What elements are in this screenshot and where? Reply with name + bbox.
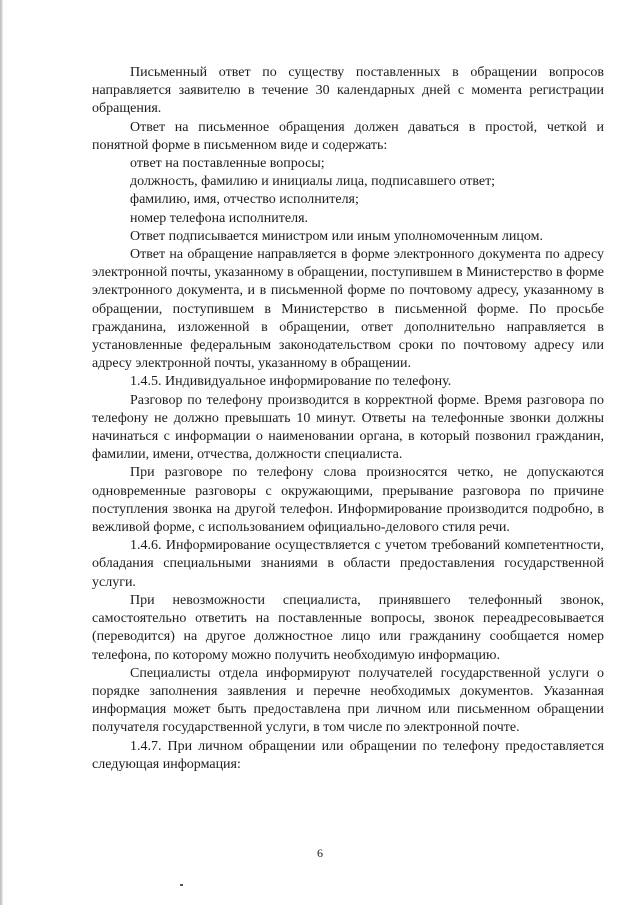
document-body <box>92 64 604 774</box>
scan-speck <box>180 884 183 886</box>
page-number: 6 <box>317 846 323 860</box>
paragraph: Ответ на письменное обращения должен даваться в простой, четкой и понятной форме в письменном виде и содержать: <box>92 119 604 153</box>
paragraph: 1.4.7. При личном обращении или обращении по телефону предоставляется следующая информация: <box>92 738 604 772</box>
scan-left-edge <box>0 0 3 905</box>
paragraph: Ответ подписывается министром или иным уполномоченным лицом. <box>130 228 543 244</box>
list-item: номер телефона исполнителя. <box>130 210 309 226</box>
paragraph: 1.4.6. Информирование осуществляется с учетом требований компетентности, обладания специальными знаниями в области предоставления государственной услуги. <box>92 538 604 590</box>
paragraph: Ответ на обращение направляется в форме электронного документа по адресу электронной почты, указанному в обращении, поступившем в Министерство в форме электронного документа, и в письменной форме по почтовому адресу, указанному в обращении, поступившем в Министерство в письменной форме. По просьбе гражданина, изложенной в обращении, ответ дополнительно направляется в установленные федеральным законодательством сроки по почтовому адресу или адресу электронной почты, указанному в обращении. <box>92 247 604 372</box>
paragraph: При разговоре по телефону слова произносятся четко, не допускаются одновременные разговоры с окружающими, прерывание разговора по причине поступления звонка на другой телефон. Информирование производится подробно, в вежливой форме, с использованием официально-делового стиля речи. <box>92 465 604 536</box>
list-item: ответ на поставленные вопросы; <box>130 156 325 172</box>
section-heading: 1.4.5. Индивидуальное информирование по телефону. <box>130 374 452 390</box>
paragraph: При невозможности специалиста, принявшего телефонный звонок, самостоятельно ответить на поставленные вопросы, звонок переадресовывается (переводится) на другое должностное лицо или гражданину сообщается номер телефона, по которому можно получить необходимую информацию. <box>92 592 604 663</box>
paragraph: Письменный ответ по существу поставленных в обращении вопросов направляется заявителю в течение 30 календарных дней с момента регистрации обращения. <box>92 65 604 117</box>
paragraph: Специалисты отдела информируют получателей государственной услуги о порядке заполнения заявления и перечне необходимых документов. Указанная информация может быть предоставлена при личном или письменном обращении получателя государственной услуги, в том числе по электронной почте. <box>92 665 604 736</box>
list-item: фамилию, имя, отчество исполнителя; <box>130 192 359 208</box>
paragraph: Разговор по телефону производится в корректной форме. Время разговора по телефону не должно превышать 10 минут. Ответы на телефонные звонки должны начинаться с информации о наименовании органа, в который позвонил гражданин, фамилии, имени, отчества, должности специалиста. <box>92 392 604 463</box>
list-item: должность, фамилию и инициалы лица, подписавшего ответ; <box>130 174 496 190</box>
